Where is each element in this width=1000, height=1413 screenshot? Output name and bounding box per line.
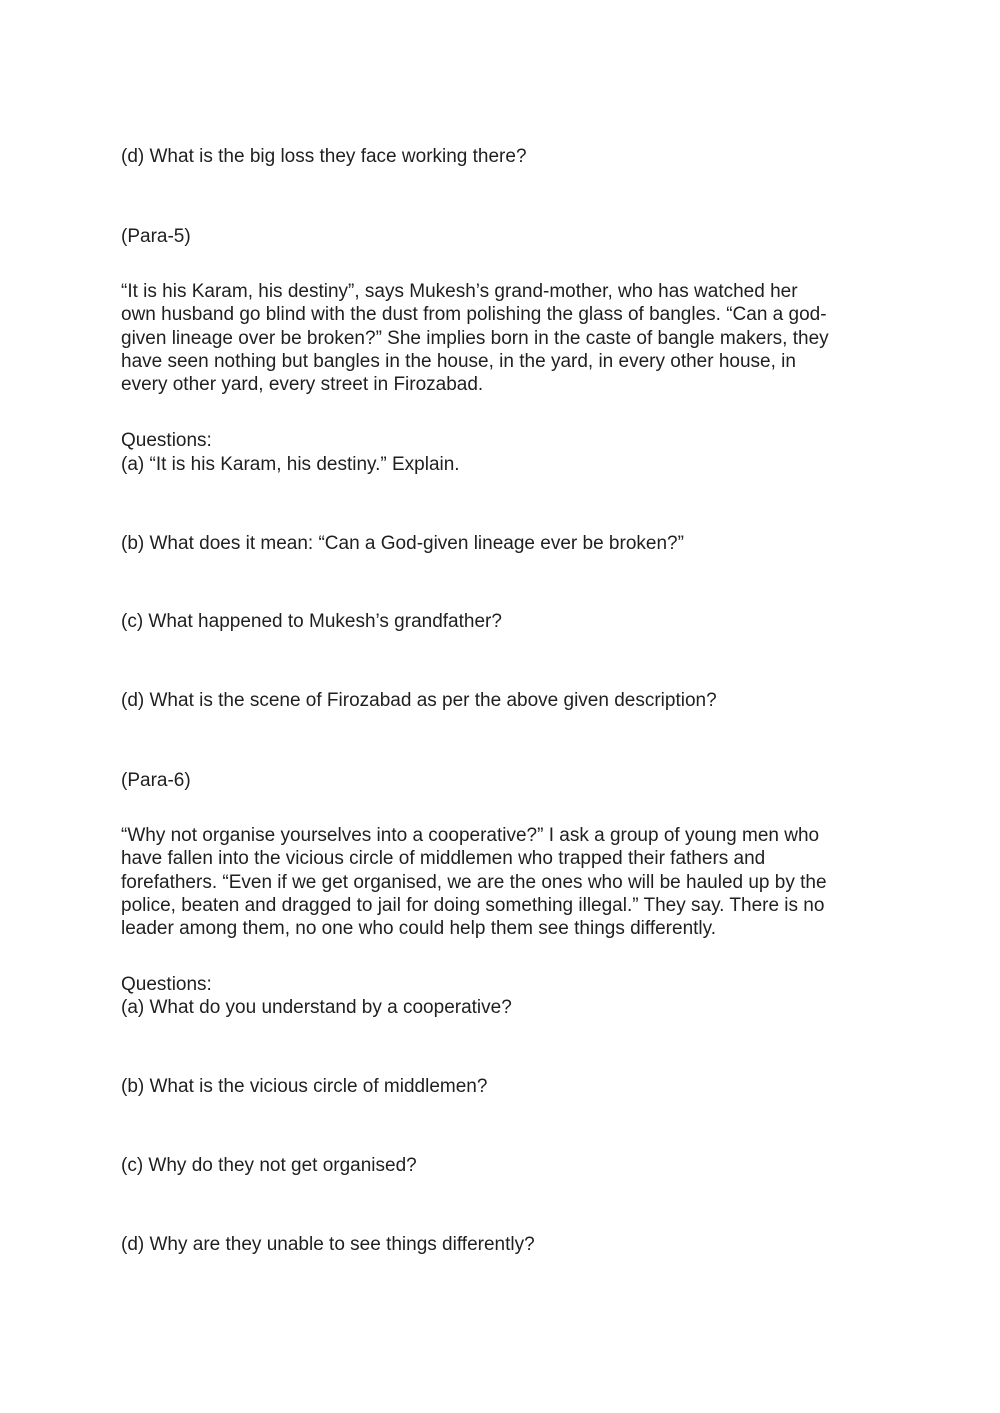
para6-question-b: (b) What is the vicious circle of middlemen? <box>121 1076 488 1097</box>
para6-line: have fallen into the vicious circle of middlemen who trapped their fathers and <box>121 848 766 870</box>
question-d-prev: (d) What is the big loss they face working there? <box>121 146 527 167</box>
para5-line: have seen nothing but bangles in the house, in the yard, in every other house, in <box>121 350 796 372</box>
para5-line: own husband go blind with the dust from polishing the glass of bangles. “Can a god- <box>121 304 827 326</box>
para5-question-c: (c) What happened to Mukesh’s grandfather? <box>121 611 502 632</box>
para6-questions-label: Questions: <box>121 974 212 995</box>
para5-heading: (Para-5) <box>121 226 191 247</box>
para6-question-c: (c) Why do they not get organised? <box>121 1155 417 1176</box>
para5-line: “It is his Karam, his destiny”, says Mukesh’s grand-mother, who has watched her <box>121 281 798 302</box>
para5-line: given lineage over be broken?” She implies born in the caste of bangle makers, they <box>121 327 829 349</box>
para6-question-a: (a) What do you understand by a cooperative? <box>121 997 512 1018</box>
para6-heading: (Para-6) <box>121 770 191 791</box>
para5-question-b: (b) What does it mean: “Can a God-given lineage ever be broken?” <box>121 533 684 554</box>
para6-line: leader among them, no one who could help them see things differently. <box>121 918 717 940</box>
para5-passage <box>121 280 881 396</box>
para6-line: “Why not organise yourselves into a cooperative?” I ask a group of young men who <box>121 825 820 846</box>
para5-questions-label: Questions: <box>121 430 212 451</box>
para5-question-d: (d) What is the scene of Firozabad as per the above given description? <box>121 690 717 711</box>
para6-line: police, beaten and dragged to jail for doing something illegal.” They say. There is no <box>121 894 825 916</box>
para6-question-d: (d) Why are they unable to see things differently? <box>121 1234 535 1255</box>
para5-line: every other yard, every street in Firozabad. <box>121 374 484 396</box>
para5-question-a: (a) “It is his Karam, his destiny.” Explain. <box>121 454 460 475</box>
para6-passage <box>121 824 881 940</box>
para6-line: forefathers. “Even if we get organised, we are the ones who will be hauled up by the <box>121 871 827 893</box>
